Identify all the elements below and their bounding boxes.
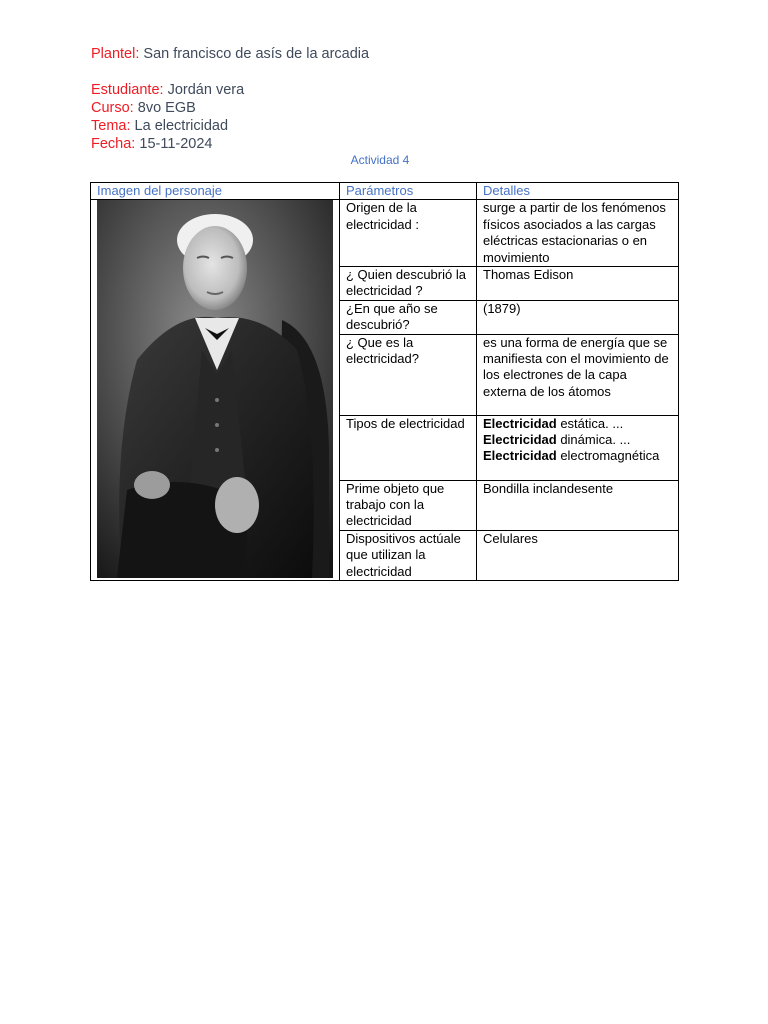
plantel-value: San francisco de asís de la arcadia xyxy=(143,46,370,62)
param-cell: Tipos de electricidad xyxy=(340,415,477,480)
header-detalles: Detalles xyxy=(477,183,679,200)
param-cell: ¿ Que es la electricidad? xyxy=(340,334,477,415)
tema-label: Tema: xyxy=(91,118,131,134)
table-header-row xyxy=(91,183,679,200)
type-item: Electricidad estática. ... xyxy=(483,415,624,431)
detail-cell: Celulares xyxy=(477,530,679,580)
type-item: Electricidad electromagnética xyxy=(483,448,660,464)
tema-line xyxy=(91,117,369,135)
activity-table xyxy=(90,182,679,581)
detail-cell: (1879) xyxy=(477,300,679,334)
detail-cell: surge a partir de los fenómenos físicos asociados a las cargas eléctricas estacionarias o en movimiento xyxy=(477,200,679,267)
plantel-line xyxy=(91,45,369,63)
header-parametros: Parámetros xyxy=(340,183,477,200)
detail-cell: Thomas Edison xyxy=(477,267,679,301)
tema-value: La electricidad xyxy=(134,118,229,134)
estudiante-line xyxy=(91,81,369,99)
table-row xyxy=(91,200,679,267)
document-header xyxy=(91,45,369,153)
estudiante-label: Estudiante: xyxy=(91,82,164,98)
param-cell: Dispositivos actúale que utilizan la electricidad xyxy=(340,530,477,580)
curso-line xyxy=(91,99,369,117)
portrait-cell xyxy=(91,200,340,581)
param-cell: Prime objeto que trabajo con la electricidad xyxy=(340,480,477,530)
estudiante-value: Jordán vera xyxy=(167,82,245,98)
portrait-photo xyxy=(97,200,333,578)
curso-value: 8vo EGB xyxy=(137,100,196,116)
type-item: Electricidad dinámica. ... xyxy=(483,432,631,448)
detail-cell: es una forma de energía que se manifiesta con el movimiento de los electrones de la capa externa de los átomos xyxy=(477,334,679,415)
fecha-label: Fecha: xyxy=(91,136,136,152)
curso-label: Curso: xyxy=(91,100,134,116)
header-image: Imagen del personaje xyxy=(91,183,340,200)
plantel-label: Plantel: xyxy=(91,46,140,62)
fecha-value: 15-11-2024 xyxy=(139,136,213,152)
param-cell: Origen de la electricidad : xyxy=(340,200,477,267)
detail-cell-types xyxy=(477,415,679,480)
param-cell: ¿ Quien descubrió la electricidad ? xyxy=(340,267,477,301)
activity-title: Actividad 4 xyxy=(350,153,410,167)
detail-cell: Bondilla inclandesente xyxy=(477,480,679,530)
param-cell: ¿En que año se descubrió? xyxy=(340,300,477,334)
fecha-line xyxy=(91,135,369,153)
